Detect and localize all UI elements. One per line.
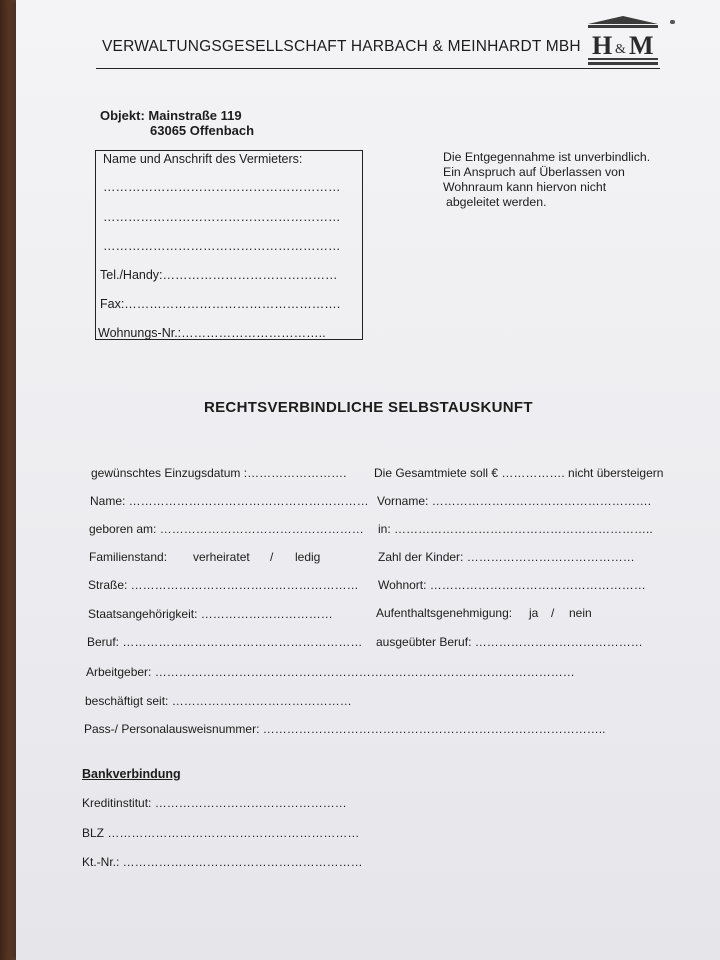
arbeitgeber-field[interactable]: Arbeitgeber: …………………………………………………………………………………………… xyxy=(86,665,575,679)
option-verheiratet[interactable]: verheiratet xyxy=(193,550,250,564)
option-nein[interactable]: nein xyxy=(569,606,592,620)
ausweisnummer-field[interactable]: Pass-/ Personalausweisnummer: ………………………………………………………………………….. xyxy=(84,722,606,736)
logo-bar-top xyxy=(588,25,658,28)
kreditinstitut-field[interactable]: Kreditinstitut: ………………………………………… xyxy=(82,796,347,810)
bank-heading: Bankverbindung xyxy=(82,767,181,781)
landlord-line-3[interactable]: ………………………………………………… xyxy=(103,239,341,253)
logo-roof xyxy=(588,16,658,24)
objekt-line1: Objekt: Mainstraße 119 xyxy=(100,108,242,123)
notice-line-2: Ein Anspruch auf Überlassen von xyxy=(443,165,625,179)
logo-ampersand: & xyxy=(615,42,626,57)
familienstand-label: Familienstand: xyxy=(89,550,168,564)
header-divider xyxy=(96,68,660,69)
company-header: VERWALTUNGSGESELLSCHAFT HARBACH & MEINHARDT MBH xyxy=(102,38,581,55)
option-separator: / xyxy=(270,550,274,564)
notice-line-3: Wohnraum kann hiervon nicht xyxy=(443,180,607,194)
kinder-field[interactable]: Zahl der Kinder: …………………………………… xyxy=(378,550,635,564)
geburtsort-field[interactable]: in: ……………………………………………………….. xyxy=(378,522,653,536)
gesamtmiete-field[interactable]: Die Gesamtmiete soll € ……………. nicht übersteigern xyxy=(374,466,664,480)
logo-letter-m: M xyxy=(629,31,654,60)
ausgeuebter-beruf-field[interactable]: ausgeübter Beruf: …………………………………… xyxy=(376,635,643,649)
option-ledig[interactable]: ledig xyxy=(295,550,321,564)
beruf-field[interactable]: Beruf: …………………………………………………… xyxy=(87,635,363,649)
logo-letter-h: H xyxy=(592,31,613,60)
logo-bar-base xyxy=(588,62,658,65)
notice-line-4: abgeleitet werden. xyxy=(446,195,547,209)
landlord-tel-field[interactable]: Tel./Handy:…………………………………… xyxy=(100,268,338,282)
einzug-field[interactable]: gewünschtes Einzugsdatum :……………………. xyxy=(91,466,347,480)
form-title: RECHTSVERBINDLICHE SELBSTAUSKUNFT xyxy=(204,399,533,416)
objekt-line2: 63065 Offenbach xyxy=(150,123,255,138)
notice-line-1: Die Entgegennahme ist unverbindlich. xyxy=(443,150,651,164)
name-field[interactable]: Name: …………………………………………………… xyxy=(90,494,369,508)
form-paper xyxy=(16,0,720,960)
option-ja[interactable]: ja xyxy=(529,606,539,620)
landlord-fax-field[interactable]: Fax:……………………………………………. xyxy=(100,297,341,311)
vorname-field[interactable]: Vorname: ………………………………………………. xyxy=(377,494,652,508)
company-logo xyxy=(586,14,660,66)
kontonummer-field[interactable]: Kt.-Nr.: …………………………………………………… xyxy=(82,855,363,869)
landlord-line-2[interactable]: ………………………………………………… xyxy=(103,210,341,224)
aufenthalt-label: Aufenthaltsgenehmigung: xyxy=(376,606,513,620)
geboren-field[interactable]: geboren am: …………………………………………… xyxy=(89,522,364,536)
paper-mark xyxy=(670,20,675,24)
landlord-line-1[interactable]: ………………………………………………… xyxy=(103,180,341,194)
landlord-box-title: Name und Anschrift des Vermieters: xyxy=(103,152,303,166)
objekt-address xyxy=(100,108,254,138)
landlord-wohnung-field[interactable]: Wohnungs-Nr.:…………………………….. xyxy=(98,326,326,340)
beschaeftigt-seit-field[interactable]: beschäftigt seit: ……………………………………… xyxy=(85,694,352,708)
option-separator-2: / xyxy=(551,606,555,620)
blz-field[interactable]: BLZ ……………………………………………………… xyxy=(82,826,360,840)
notice-text xyxy=(443,150,650,210)
wohnort-field[interactable]: Wohnort: ……………………………………………… xyxy=(378,578,646,592)
strasse-field[interactable]: Straße: ………………………………………………… xyxy=(88,578,359,592)
staatsangehoerigkeit-field[interactable]: Staatsangehörigkeit: …………………………… xyxy=(88,607,333,621)
